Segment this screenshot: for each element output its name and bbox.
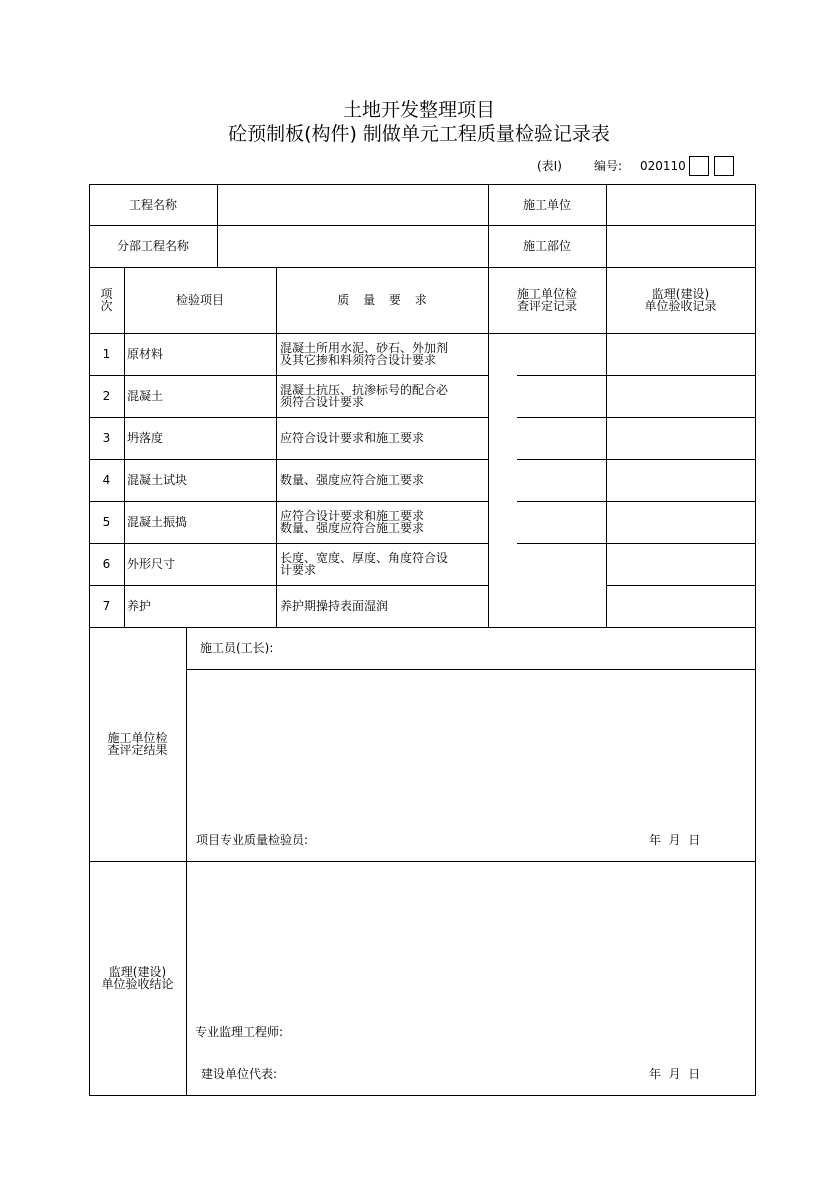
row-requirement: 应符合设计要求和施工要求 数量、强度应符合施工要求 bbox=[280, 509, 425, 535]
row-requirement: 混凝土所用水泥、砂石、外加剂 及其它掺和料须符合设计要求 bbox=[280, 341, 449, 367]
row-number: 3 bbox=[102, 431, 111, 445]
project-name-label: 工程名称 bbox=[128, 197, 177, 212]
contractor-record-field[interactable] bbox=[489, 334, 606, 627]
row-item: 原材料 bbox=[127, 347, 164, 361]
subproject-name-field[interactable] bbox=[218, 225, 488, 267]
row-item: 外形尺寸 bbox=[127, 557, 176, 571]
subproject-name-label: 分部工程名称 bbox=[116, 239, 189, 253]
construction-unit-field[interactable] bbox=[607, 184, 755, 225]
row-requirement: 数量、强度应符合施工要求 bbox=[280, 473, 425, 487]
row-item: 混凝土 bbox=[127, 389, 164, 403]
row-requirement: 应符合设计要求和施工要求 bbox=[280, 431, 425, 445]
row-item: 混凝土试块 bbox=[127, 473, 188, 487]
row-number: 5 bbox=[102, 515, 111, 529]
row-item: 坍落度 bbox=[127, 431, 164, 445]
column-header-index: 项 次 bbox=[100, 287, 113, 313]
supervisor-conclusion-label: 监理(建设) 单位验收结论 bbox=[101, 965, 174, 991]
column-header-item: 检验项目 bbox=[175, 293, 224, 307]
title-line-2: 砼预制板(构件) 制做单元工程质量检验记录表 bbox=[228, 123, 610, 145]
number-box-2[interactable] bbox=[714, 156, 734, 176]
supervisor-date-label: 年 月 日 bbox=[649, 1067, 701, 1081]
row-number: 4 bbox=[102, 473, 111, 487]
row-number: 7 bbox=[102, 599, 111, 613]
row-item: 混凝土振捣 bbox=[127, 515, 188, 529]
row-number: 2 bbox=[102, 389, 111, 403]
row-requirement: 长度、宽度、厚度、角度符合设 计要求 bbox=[280, 551, 449, 577]
contractor-result-field[interactable] bbox=[187, 670, 755, 820]
owner-representative-label: 建设单位代表: bbox=[201, 1067, 278, 1081]
number-value: 020110 bbox=[640, 159, 686, 173]
column-header-requirement: 质 量 要 求 bbox=[337, 293, 427, 307]
contractor-date-label: 年 月 日 bbox=[649, 833, 701, 847]
construction-section-label: 施工部位 bbox=[522, 239, 571, 253]
column-header-supervisor-record: 监理(建设) 单位验收记录 bbox=[644, 287, 717, 313]
supervisor-conclusion-field[interactable] bbox=[187, 862, 755, 1017]
row-number: 6 bbox=[102, 557, 111, 571]
supervising-engineer-label: 专业监理工程师: bbox=[195, 1025, 284, 1039]
quality-inspector-label: 项目专业质量检验员: bbox=[196, 833, 309, 847]
supervisor-record-field[interactable] bbox=[607, 334, 755, 627]
construction-section-field[interactable] bbox=[607, 225, 755, 267]
number-label: 编号: bbox=[594, 159, 623, 173]
project-name-field[interactable] bbox=[218, 184, 488, 225]
table-label: (表Ⅰ) bbox=[537, 159, 562, 173]
row-item: 养护 bbox=[127, 599, 152, 613]
construction-unit-label: 施工单位 bbox=[522, 197, 571, 212]
title-line-1: 土地开发整理项目 bbox=[342, 99, 495, 121]
number-box-1[interactable] bbox=[689, 156, 709, 176]
row-number: 1 bbox=[102, 347, 111, 361]
contractor-result-label: 施工单位检 查评定结果 bbox=[107, 731, 168, 757]
column-header-contractor-record: 施工单位检 查评定记录 bbox=[516, 287, 577, 313]
row-requirement: 混凝土抗压、抗渗标号的配合必 须符合设计要求 bbox=[280, 383, 449, 409]
row-requirement: 养护期操持表面湿润 bbox=[280, 599, 389, 613]
foreman-label: 施工员(工长): bbox=[200, 641, 274, 655]
